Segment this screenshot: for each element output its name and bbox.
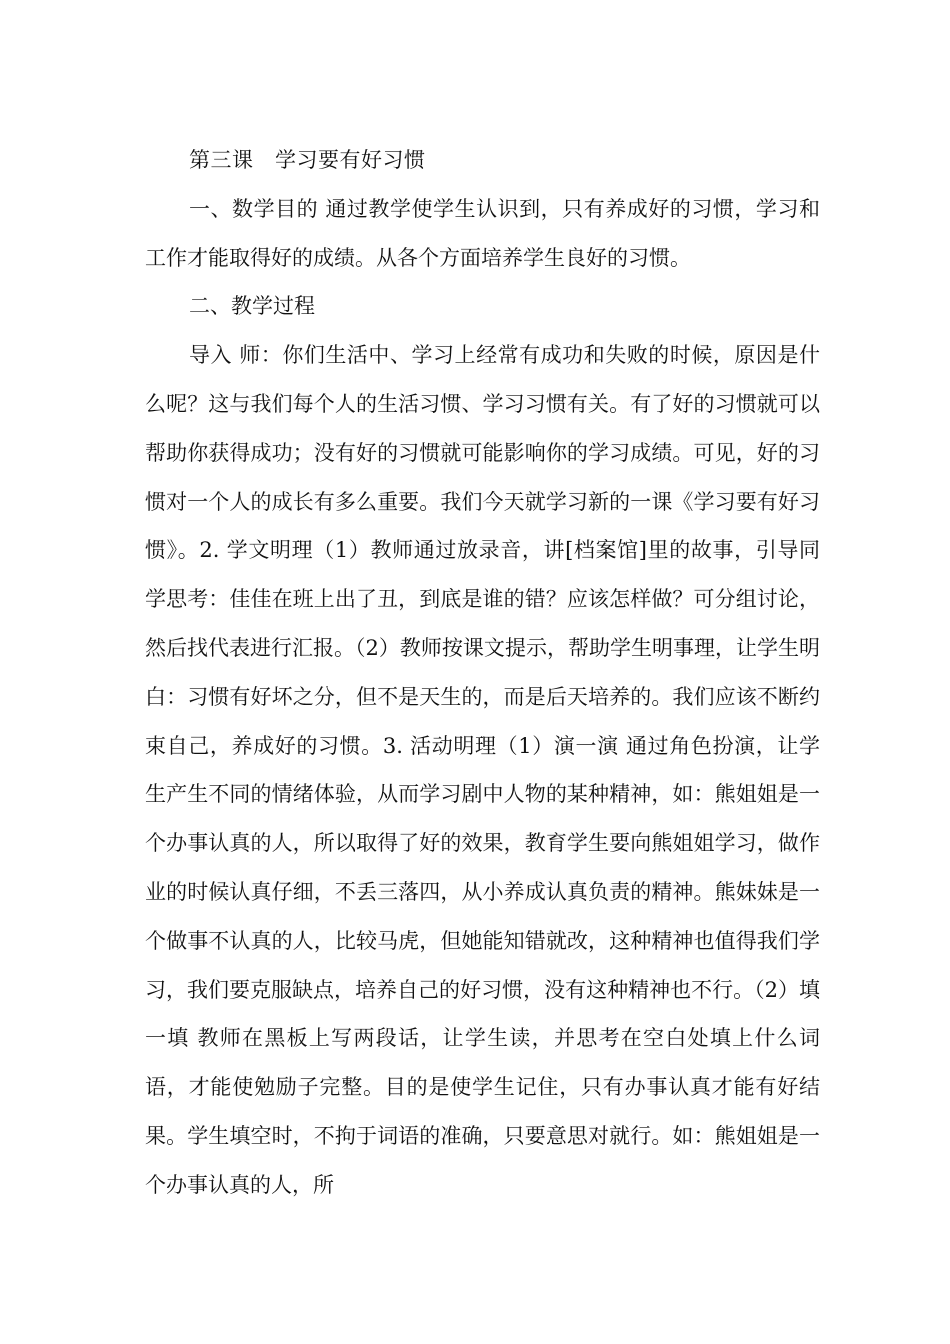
document-page (145, 136, 820, 1210)
paragraph-process-heading: 二、教学过程 (189, 294, 315, 319)
paragraph-objectives: 一、数学目的 通过教学使学生认识到，只有养成好的习惯，学习和工作才能取得好的成绩。从各个方面培养学生良好的习惯。 (145, 196, 820, 270)
lesson-title: 第三课 学习要有好习惯 (189, 148, 426, 172)
paragraph-process-body: 导入 师：你们生活中、学习上经常有成功和失败的时候，原因是什么呢？这与我们每个人的生活习惯、学习习惯有关。有了好的习惯就可以帮助你获得成功；没有好的习惯就可能影响你的学习成绩。可见，好的习惯对一个人的成长有多么重要。我们今天就学习新的一课《学习要有好习惯》。2. 学文明理（1）教师通过放录音，讲[档案馆]里的故事，引导同学思考：佳佳在班上出了丑，到底是谁的错？应该怎样做？可分组讨论，然后找代表进行汇报。（2）教师按课文提示，帮助学生明事理，让学生明白：习惯有好坏之分，但不是天生的，而是后天培养的。我们应该不断约束自己，养成好的习惯。3. 活动明理（1）演一演 通过角色扮演，让学生产生不同的情绪体验，从而学习剧中人物的某种精神，如：熊姐姐是一个办事认真的人，所以取得了好的效果，教育学生要向熊姐姐学习，做作业的时候认真仔细，不丢三落四，从小养成认真负责的精神。熊妹妹是一个做事不认真的人，比较马虎，但她能知错就改，这种精神也值得我们学习，我们要克服缺点，培养自己的好习惯，没有这种精神也不行。（2）填一填 教师在黑板上写两段话，让学生读，并思考在空白处填上什么词语，才能使勉励子完整。目的是使学生记住，只有办事认真才能有好结果。学生填空时，不拘于词语的准确，只要意思对就行。如：熊姐姐是一个办事认真的人，所 (145, 343, 820, 1197)
